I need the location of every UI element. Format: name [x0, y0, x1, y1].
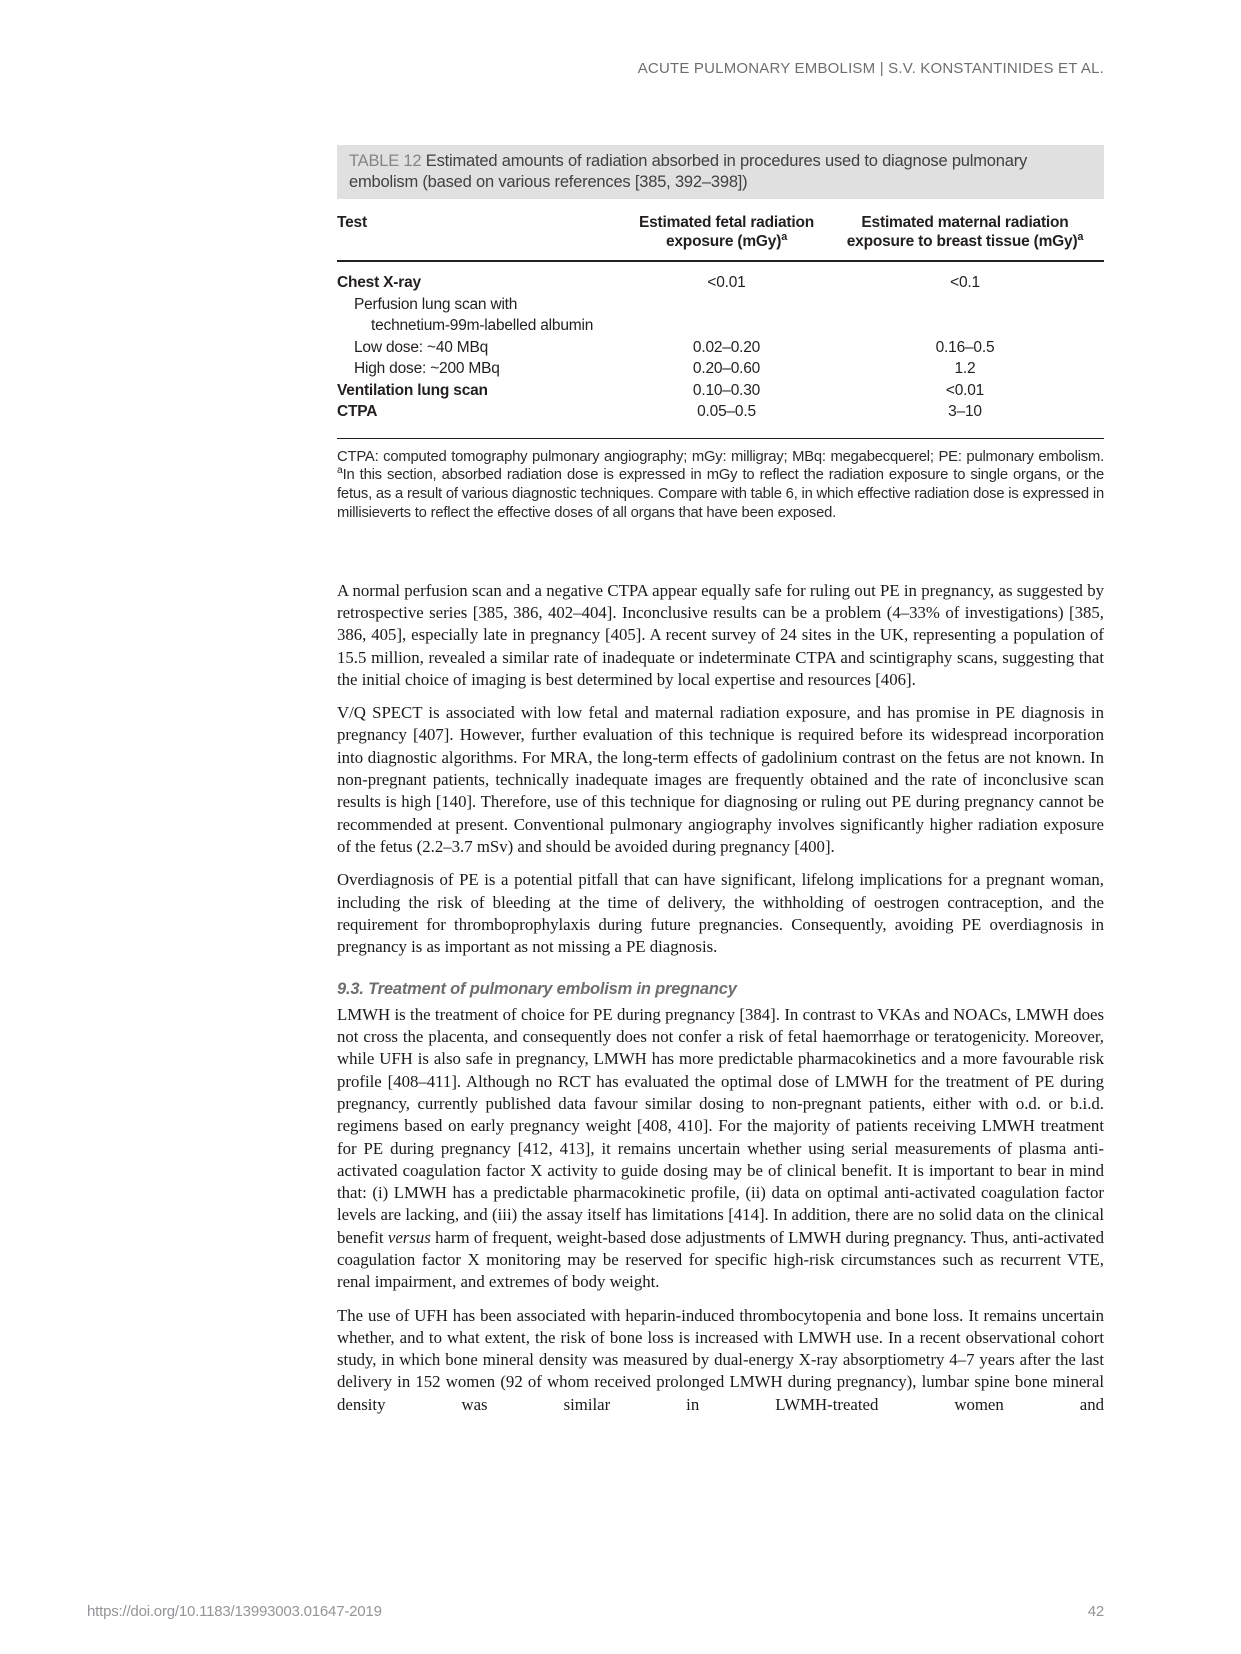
- footnote-marker: a: [337, 465, 343, 477]
- table-12: [337, 145, 1104, 523]
- table-caption-text: Estimated amounts of radiation absorbed in procedures used to diagnose pulmonary embolism (based on various references [385, 392–398]): [349, 152, 1028, 191]
- italic-word: versus: [387, 1227, 431, 1247]
- table-row: Perfusion lung scan with: [354, 295, 518, 313]
- footnote-marker: a: [1077, 230, 1084, 243]
- table-row: technetium-99m-labelled albumin: [371, 317, 594, 334]
- table-footnote: CTPA: computed tomography pulmonary angiography; mGy: milligray; MBq: megabecquerel; PE: pulmonary embolism. $^a$In this section, absorbed radiation dose is expressed in mGy to reflect the radiation exposure to single organs, or the fetus, as a result of various diagnostic techniques. Compare with table 6, in which effective radiation dose is expressed in millisieverts to reflect the effective doses of all organs that have been exposed.: [337, 448, 1104, 521]
- table-header-row: [337, 199, 1104, 251]
- paragraph: A normal perfusion scan and a negative CTPA appear equally safe for ruling out PE in pregnancy, as suggested by retrospective series [385, 386, 402–404]. Inconclusive results can be a problem (4–33% of investigations) [385, 386, 405], especially late in pregnancy [405]. A recent survey of 24 sites in the UK, representing a population of 15.5 million, revealed a similar rate of inadequate or indeterminate CTPA and scintigraphy scans, suggesting that the initial choice of imaging is best determined by local expertise and resources [406].: [337, 580, 1104, 689]
- running-head: ACUTE PULMONARY EMBOLISM | S.V. KONSTANTINIDES ET AL.: [637, 60, 1104, 77]
- paragraph: The use of UFH has been associated with heparin-induced thrombocytopenia and bone loss. It remains uncertain whether, and to what extent, the risk of bone loss is increased with LMWH use. In a recent observational cohort study, in which bone mineral density was measured by dual-energy X-ray absorptiometry 4–7 years after the last delivery in 152 women (92 of whom received prolonged LMWH during pregnancy), lumbar spine bone mineral density was similar in LWMH-treated women and: [337, 1305, 1104, 1414]
- table-row: CTPA 0.05–0.5 3–10: [337, 403, 982, 420]
- column-header-maternal: Estimated maternal radiation exposure to breast tissue (mGy)$^a$: [846, 214, 1084, 250]
- table-row: Ventilation lung scan 0.10–0.30 <0.01: [337, 381, 985, 399]
- article-body: [337, 580, 1104, 1416]
- table-body: [337, 262, 1104, 423]
- column-header-test: Test: [337, 214, 367, 231]
- paragraph: LMWH is the treatment of choice for PE during pregnancy [384]. In contrast to VKAs and NOACs, LMWH does not cross the placenta, and consequently does not confer a risk of fetal haemorrhage or teratogenicity. Moreover, while UFH is also safe in pregnancy, LMWH has more predictable pharmacokinetics and a more favourable risk profile [408–411]. Although no RCT has evaluated the optimal dose of LMWH for the treatment of PE during pregnancy, currently published data favour similar dosing to non-pregnant patients, either with o.d. or b.i.d. regimens based on early pregnancy weight [408, 410]. For the majority of patients receiving LMWH treatment for PE during pregnancy [412, 413], it remains uncertain whether using serial measurements of plasma anti-activated coagulation factor X activity to guide dosing may be of clinical benefit. It is important to bear in mind that: (i) LMWH has a predictable pharmacokinetic profile, (ii) data on optimal anti-activated coagulation factor levels are lacking, and (iii) the assay itself has limitations [414]. In addition, there are no solid data on the clinical benefit versus harm of frequent, weight-based dose adjustments of LMWH during pregnancy. Thus, anti-activated coagulation factor X monitoring may be reserved for specific high-risk circumstances such as recurrent VTE, renal impairment, and extremes of body weight.: [337, 1004, 1104, 1292]
- section-heading: 9.3. Treatment of pulmonary embolism in pregnancy: [337, 980, 737, 999]
- table-caption: [337, 145, 1104, 199]
- table-row: Chest X-ray <0.01 <0.1: [337, 274, 980, 291]
- column-header-fetal: Estimated fetal radiation exposure (mGy)$^a$: [638, 214, 814, 250]
- page-footer: [87, 1603, 1104, 1620]
- page-content: [337, 145, 1104, 1427]
- footnote-marker: a: [781, 230, 788, 243]
- doi-link[interactable]: https://doi.org/10.1183/13993003.01647-2019: [87, 1603, 382, 1620]
- paragraph: V/Q SPECT is associated with low fetal and maternal radiation exposure, and has promise in PE diagnosis in pregnancy [407]. However, further evaluation of this technique is required before its widespread incorporation into diagnostic algorithms. For MRA, the long-term effects of gadolinium contrast on the fetus are not known. In non-pregnant patients, technically inadequate images are frequently obtained and the rate of inconclusive scan results is high [140]. Therefore, use of this technique for diagnosing or ruling out PE during pregnancy cannot be recommended at present. Conventional pulmonary angiography involves significantly higher radiation exposure of the fetus (2.2–3.7 mSv) and should be avoided during pregnancy [400].: [337, 703, 1104, 856]
- table-row: Low dose: ~40 MBq 0.02–0.20 0.16–0.5: [354, 338, 995, 356]
- page-number: 42: [1087, 1603, 1104, 1620]
- paragraph: Overdiagnosis of PE is a potential pitfall that can have significant, lifelong implications for a pregnant woman, including the risk of bleeding at the time of delivery, the withholding of oestrogen contraception, and the requirement for thromboprophylaxis during future pregnancies. Consequently, avoiding PE overdiagnosis in pregnancy is as important as not missing a PE diagnosis.: [337, 870, 1104, 957]
- table-label: TABLE 12: [349, 152, 422, 170]
- table-row: High dose: ~200 MBq 0.20–0.60 1.2: [354, 360, 976, 377]
